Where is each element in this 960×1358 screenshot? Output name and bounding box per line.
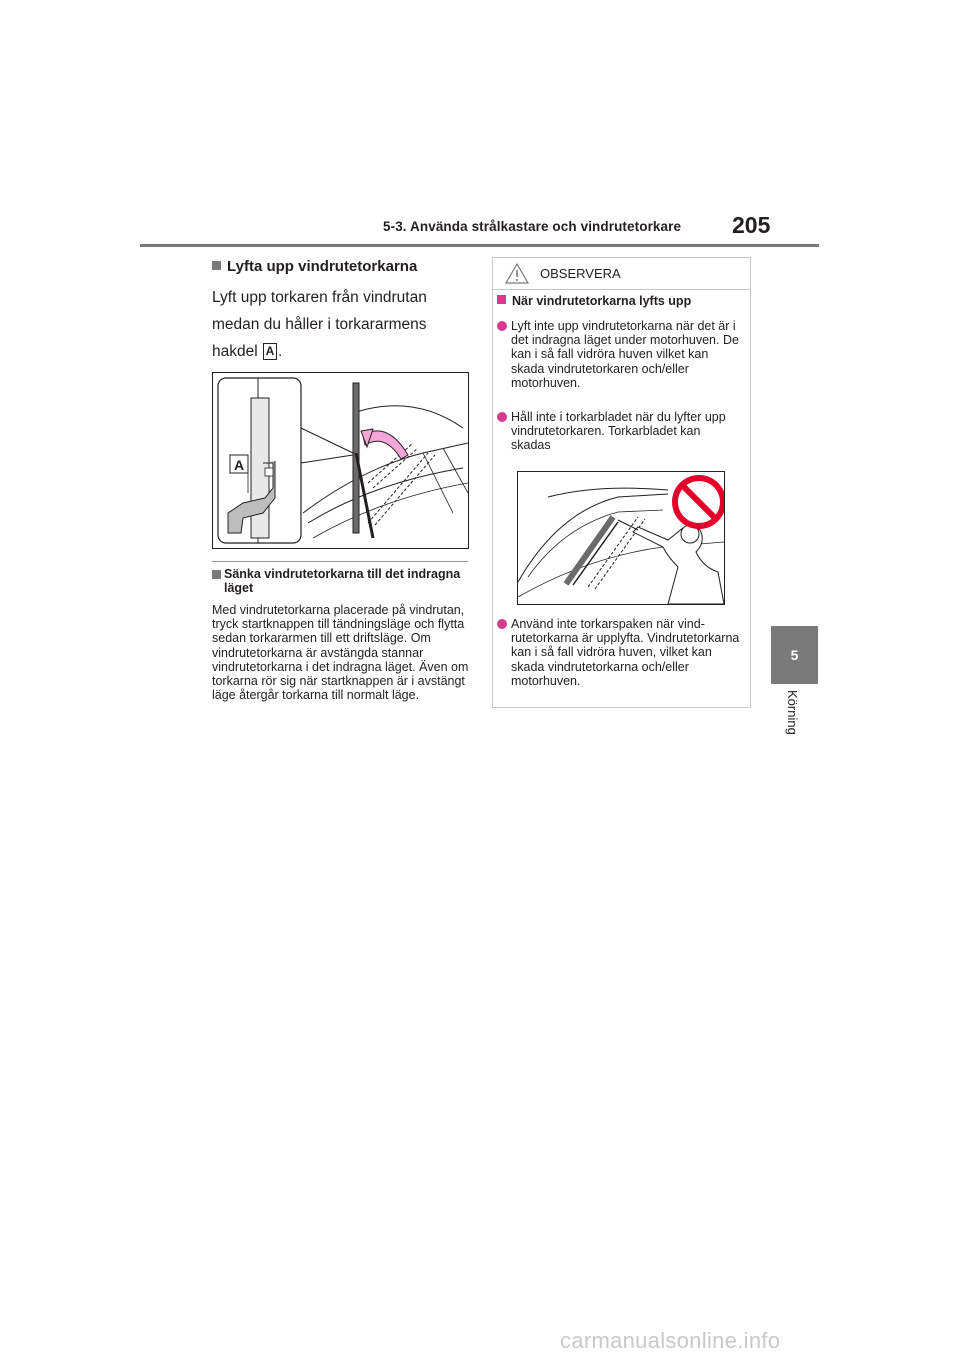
chapter-number: 5 xyxy=(790,647,799,663)
part-label-a: A xyxy=(263,343,277,360)
page-number: 205 xyxy=(732,212,771,238)
heading-square-icon xyxy=(212,261,221,270)
notice-heading xyxy=(497,294,691,308)
watermark: carmanualsonline.info xyxy=(560,1328,781,1353)
intro-line-3-end: . xyxy=(278,343,283,360)
notice-bullet-text: Lyft inte upp vindrutetorkarna när det är i det indragna läget under motorhuven. De kan i så fall vidröra huven vilket kan skada vindrutetorkaren och/eller motorhuven. xyxy=(511,319,739,390)
section-heading xyxy=(212,258,417,275)
bullet-dot-icon xyxy=(497,619,507,629)
notice-box xyxy=(492,257,751,708)
intro-paragraph xyxy=(212,284,472,365)
bullet-dot-icon xyxy=(497,412,507,422)
section-title: 5-3. Använda strålkastare och vindrutetorkare xyxy=(383,219,682,234)
chapter-tab xyxy=(771,626,818,684)
notice-bullet xyxy=(497,617,743,688)
wiper-raise-illustration xyxy=(212,372,469,549)
chapter-label: Körning xyxy=(785,690,800,735)
sub-heading xyxy=(212,567,468,595)
notice-bullet-text: Håll inte i torkarbladet när du lyfter upp vindrutetorkaren. Torkarbladet kan skadas xyxy=(511,410,726,453)
warning-triangle-icon xyxy=(505,263,529,284)
section-heading-text: Lyfta upp vindrutetorkarna xyxy=(227,258,418,275)
sub-heading-text: Sänka vindrutetorkarna till det indragna läget xyxy=(224,567,461,595)
intro-line-2: medan du håller i torkararmens xyxy=(212,316,427,333)
figure-label-a: A xyxy=(234,457,245,473)
wiper-raise-drawing xyxy=(213,373,468,548)
notice-bullet-text: Använd inte torkarspaken när vindrutetorkarna är upplyfta. Vindrutetorkarna kan i så fall vidröra huven, vilket kan skada vindrutetorkarna och/eller motorhuven. xyxy=(511,617,740,688)
notice-header xyxy=(493,258,750,290)
bullet-dot-icon xyxy=(497,321,507,331)
subheading-square-icon xyxy=(212,570,221,579)
prohibited-action-illustration xyxy=(517,471,725,605)
intro-line-3 xyxy=(212,338,472,365)
divider xyxy=(212,561,468,562)
notice-bullet xyxy=(497,319,743,390)
notice-title: OBSERVERA xyxy=(540,266,621,281)
notice-heading-text: När vindrutetorkarna lyfts upp xyxy=(512,294,692,308)
intro-line-3-text: hakdel xyxy=(212,343,258,360)
intro-line-1: Lyft upp torkaren från vindrutan xyxy=(212,289,427,306)
header-rule xyxy=(140,244,819,247)
notice-square-icon xyxy=(497,295,506,304)
prohibited-drawing xyxy=(518,472,724,604)
notice-bullet xyxy=(497,410,743,453)
sub-body-text: Med vindrutetorkarna placerade på vindrutan, tryck startknappen till tändningsläge och flytta sedan torkararmen till ett driftsläge. Om vindrutetorkarna är avstängda stannar vindrutetorkarna i det indragna läget. Även om torkarna rör sig när startknappen är i avstängt läge återgår torkarna till normalt läge. xyxy=(212,603,469,703)
